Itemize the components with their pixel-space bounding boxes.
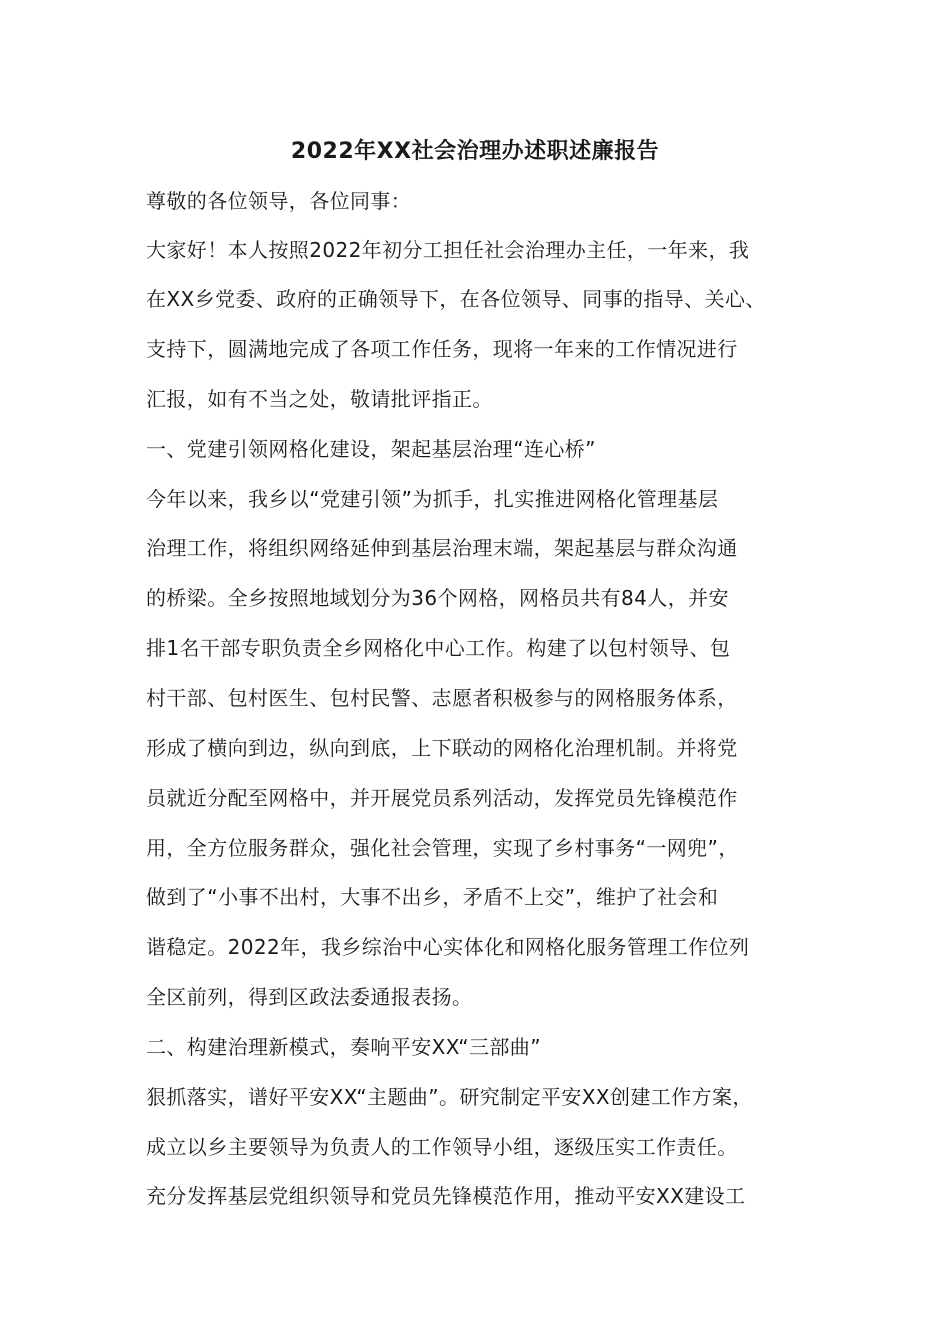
paragraph-line: 做到了“小事不出村，大事不出乡，矛盾不上交”，维护了社会和	[146, 885, 719, 909]
paragraph-line: 治理工作，将组织网络延伸到基层治理末端，架起基层与群众沟通	[146, 536, 738, 560]
paragraph-line: 的桥梁。全乡按照地域划分为36个网格，网格员共有84人，并安	[146, 586, 729, 610]
paragraph-line: 狠抓落实，谱好平安XX“主题曲”。研究制定平安XX创建工作方案，	[146, 1085, 753, 1109]
paragraph-line: 成立以乡主要领导为负责人的工作领导小组，逐级压实工作责任。	[146, 1135, 738, 1159]
document-title: 2022年XX社会治理办述职述廉报告	[290, 139, 660, 164]
paragraph-line: 村干部、包村医生、包村民警、志愿者积极参与的网格服务体系，	[146, 686, 738, 710]
paragraph-line: 谐稳定。2022年，我乡综治中心实体化和网格化服务管理工作位列	[146, 935, 750, 959]
paragraph-line: 在XX乡党委、政府的正确领导下，在各位领导、同事的指导、关心、	[146, 287, 766, 311]
salutation: 尊敬的各位领导，各位同事：	[146, 189, 412, 213]
paragraph-line: 充分发挥基层党组织领导和党员先锋模范作用，推动平安XX建设工	[146, 1184, 746, 1208]
paragraph-line: 排1名干部专职负责全乡网格化中心工作。构建了以包村领导、包	[146, 636, 731, 660]
section-heading-2: 二、构建治理新模式，奏响平安XX“三部曲”	[146, 1035, 541, 1059]
paragraph-line: 大家好！本人按照2022年初分工担任社会治理办主任，一年来，我	[146, 238, 750, 262]
paragraph-line: 全区前列，得到区政法委通报表扬。	[146, 985, 473, 1009]
paragraph-line: 支持下，圆满地完成了各项工作任务，现将一年来的工作情况进行	[146, 337, 738, 361]
paragraph-line: 形成了横向到边，纵向到底，上下联动的网格化治理机制。并将党	[146, 736, 738, 760]
paragraph-line: 汇报，如有不当之处，敬请批评指正。	[146, 387, 493, 411]
paragraph-line: 员就近分配至网格中，并开展党员系列活动，发挥党员先锋模范作	[146, 786, 738, 810]
paragraph-line: 用，全方位服务群众，强化社会管理，实现了乡村事务“一网兜”，	[146, 836, 739, 860]
paragraph-line: 今年以来，我乡以“党建引领”为抓手，扎实推进网格化管理基层	[146, 487, 719, 511]
section-heading-1: 一、党建引领网格化建设，架起基层治理“连心桥”	[146, 437, 596, 461]
